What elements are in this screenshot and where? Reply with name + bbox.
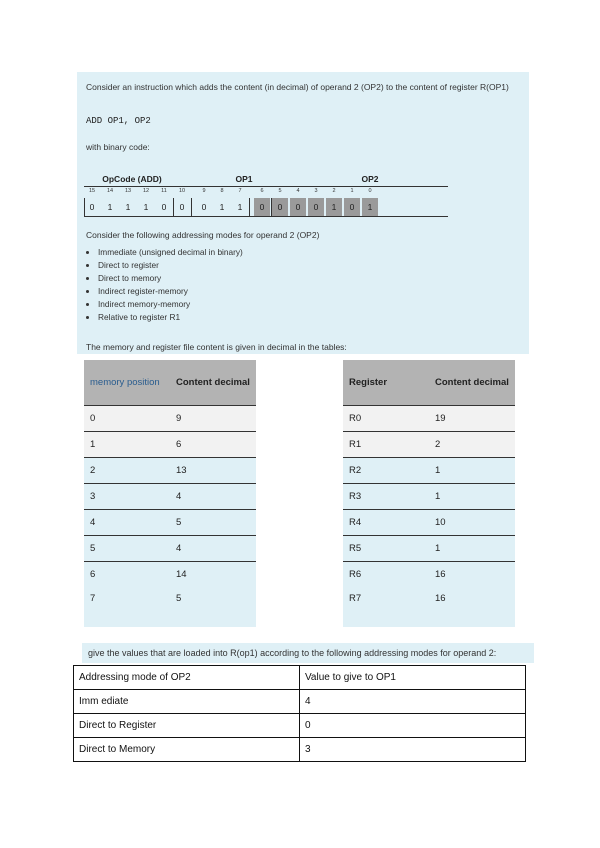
list-item: • Relative to register R1 — [98, 311, 243, 324]
bit-index: 15 — [88, 188, 96, 194]
group-underline — [84, 186, 448, 187]
table-row — [343, 484, 515, 510]
bit-index: 14 — [106, 188, 114, 194]
table-row — [343, 510, 515, 536]
table-row — [343, 406, 515, 432]
modes-intro: Consider the following addressing modes for operand 2 (OP2) — [86, 230, 320, 240]
bit-index: 12 — [142, 188, 150, 194]
bit-index: 1 — [350, 188, 354, 194]
table-row — [74, 666, 526, 690]
table-row — [343, 536, 515, 562]
instruction-text: ADD OP1, OP2 — [86, 116, 151, 126]
column-header: Value to give to OP1 — [300, 666, 526, 690]
bit-cell: 0 — [161, 202, 167, 212]
table-row — [74, 690, 526, 714]
cell: Direct to Register — [74, 714, 300, 738]
cell: 10 — [429, 510, 515, 536]
bit-index: 9 — [202, 188, 206, 194]
answer-value-cell[interactable]: 3 — [300, 738, 526, 762]
cell: R2 — [343, 458, 429, 484]
bit-cell: 0 — [272, 198, 288, 216]
cell: R3 — [343, 484, 429, 510]
list-item: • Immediate (unsigned decimal in binary) — [98, 246, 243, 259]
cell: 13 — [170, 458, 256, 484]
bit-index: 0 — [368, 188, 372, 194]
bit-cell: 1 — [219, 202, 225, 212]
cell: 1 — [429, 536, 515, 562]
group-op2: OP2 — [361, 174, 379, 184]
table-row — [84, 562, 256, 588]
question-text: give the values that are loaded into R(op1) according to the following addressing modes for operand 2: — [82, 643, 534, 663]
bit-index: 5 — [278, 188, 282, 194]
intro-text: Consider an instruction which adds the content (in decimal) of operand 2 (OP2) to the content of register R(OP1) — [86, 82, 509, 92]
cell: 6 — [90, 569, 96, 580]
cell: 19 — [429, 406, 515, 432]
cell: 3 — [84, 484, 170, 510]
cell: 4 — [170, 536, 256, 562]
cell: 14 — [176, 569, 187, 580]
cell: Direct to Memory — [74, 738, 300, 762]
bit-index: 13 — [124, 188, 132, 194]
bit-cell: 1 — [237, 202, 243, 212]
list-item: • Indirect register-memory — [98, 285, 243, 298]
bit-cell: 0 — [179, 202, 185, 212]
memory-table — [84, 360, 256, 627]
answer-table — [73, 665, 526, 762]
modes-list — [84, 246, 243, 325]
table-row — [84, 510, 256, 536]
column-header: Content decimal — [429, 360, 515, 406]
cell: Imm ediate — [74, 690, 300, 714]
bit-cell: 0 — [89, 202, 95, 212]
table-row — [343, 562, 515, 588]
cell: 2 — [84, 458, 170, 484]
cell: 1 — [429, 458, 515, 484]
column-header: Addressing mode of OP2 — [74, 666, 300, 690]
bit-cell: 0 — [344, 198, 360, 216]
list-item: • Direct to register — [98, 259, 243, 272]
table-row — [84, 458, 256, 484]
bit-cell: 1 — [107, 202, 113, 212]
bit-separator — [84, 198, 85, 216]
binary-label: with binary code: — [86, 142, 150, 152]
cell: 5 — [84, 536, 170, 562]
bit-cell: 0 — [308, 198, 324, 216]
cell: R0 — [343, 406, 429, 432]
cell: 9 — [170, 406, 256, 432]
group-opcode: OpCode (ADD) — [102, 174, 162, 184]
cell: 16 — [435, 593, 446, 604]
table-row — [343, 432, 515, 458]
list-item: • Direct to memory — [98, 272, 243, 285]
cell: R7 — [349, 593, 362, 604]
bit-cell: 1 — [143, 202, 149, 212]
register-table — [343, 360, 515, 627]
bit-cell: 1 — [125, 202, 131, 212]
cell: 1 — [429, 484, 515, 510]
bit-index: 6 — [260, 188, 264, 194]
bit-cell: 1 — [326, 198, 342, 216]
cell: R1 — [343, 432, 429, 458]
table-row — [84, 406, 256, 432]
cell: 7 — [90, 593, 96, 604]
bit-separator — [191, 198, 192, 216]
bit-index: 10 — [178, 188, 186, 194]
bit-cell: 0 — [290, 198, 306, 216]
cell: 2 — [429, 432, 515, 458]
table-row — [74, 714, 526, 738]
cell: R4 — [343, 510, 429, 536]
column-header: Register — [343, 360, 429, 406]
bit-cell: 0 — [254, 198, 270, 216]
table-row — [84, 587, 256, 627]
cell: 5 — [170, 510, 256, 536]
bit-cell: 1 — [362, 198, 378, 216]
table-row — [74, 738, 526, 762]
cell: 4 — [170, 484, 256, 510]
table-row — [84, 432, 256, 458]
cell: 6 — [170, 432, 256, 458]
cell: 5 — [176, 593, 182, 604]
cell: R5 — [343, 536, 429, 562]
cell: 16 — [435, 569, 446, 580]
list-item: • Indirect memory-memory — [98, 298, 243, 311]
group-op1: OP1 — [235, 174, 253, 184]
bit-index: 3 — [314, 188, 318, 194]
table-row — [84, 484, 256, 510]
bit-cell: 0 — [201, 202, 207, 212]
bit-index: 8 — [220, 188, 224, 194]
bit-index: 11 — [161, 188, 167, 194]
tables-intro: The memory and register file content is given in decimal in the tables: — [86, 342, 347, 352]
column-header: Content decimal — [170, 360, 256, 406]
answer-value-cell[interactable]: 4 — [300, 690, 526, 714]
bit-index: 4 — [296, 188, 300, 194]
answer-value-cell[interactable]: 0 — [300, 714, 526, 738]
table-row — [343, 587, 515, 627]
cell: 4 — [84, 510, 170, 536]
table-row — [84, 536, 256, 562]
cell: 1 — [84, 432, 170, 458]
cell: 0 — [84, 406, 170, 432]
bit-underline — [84, 216, 448, 217]
bit-index: 7 — [238, 188, 242, 194]
cell: R6 — [349, 569, 362, 580]
table-row — [343, 458, 515, 484]
bit-separator — [249, 198, 250, 216]
column-header: memory position — [84, 360, 170, 406]
bit-index: 2 — [332, 188, 336, 194]
